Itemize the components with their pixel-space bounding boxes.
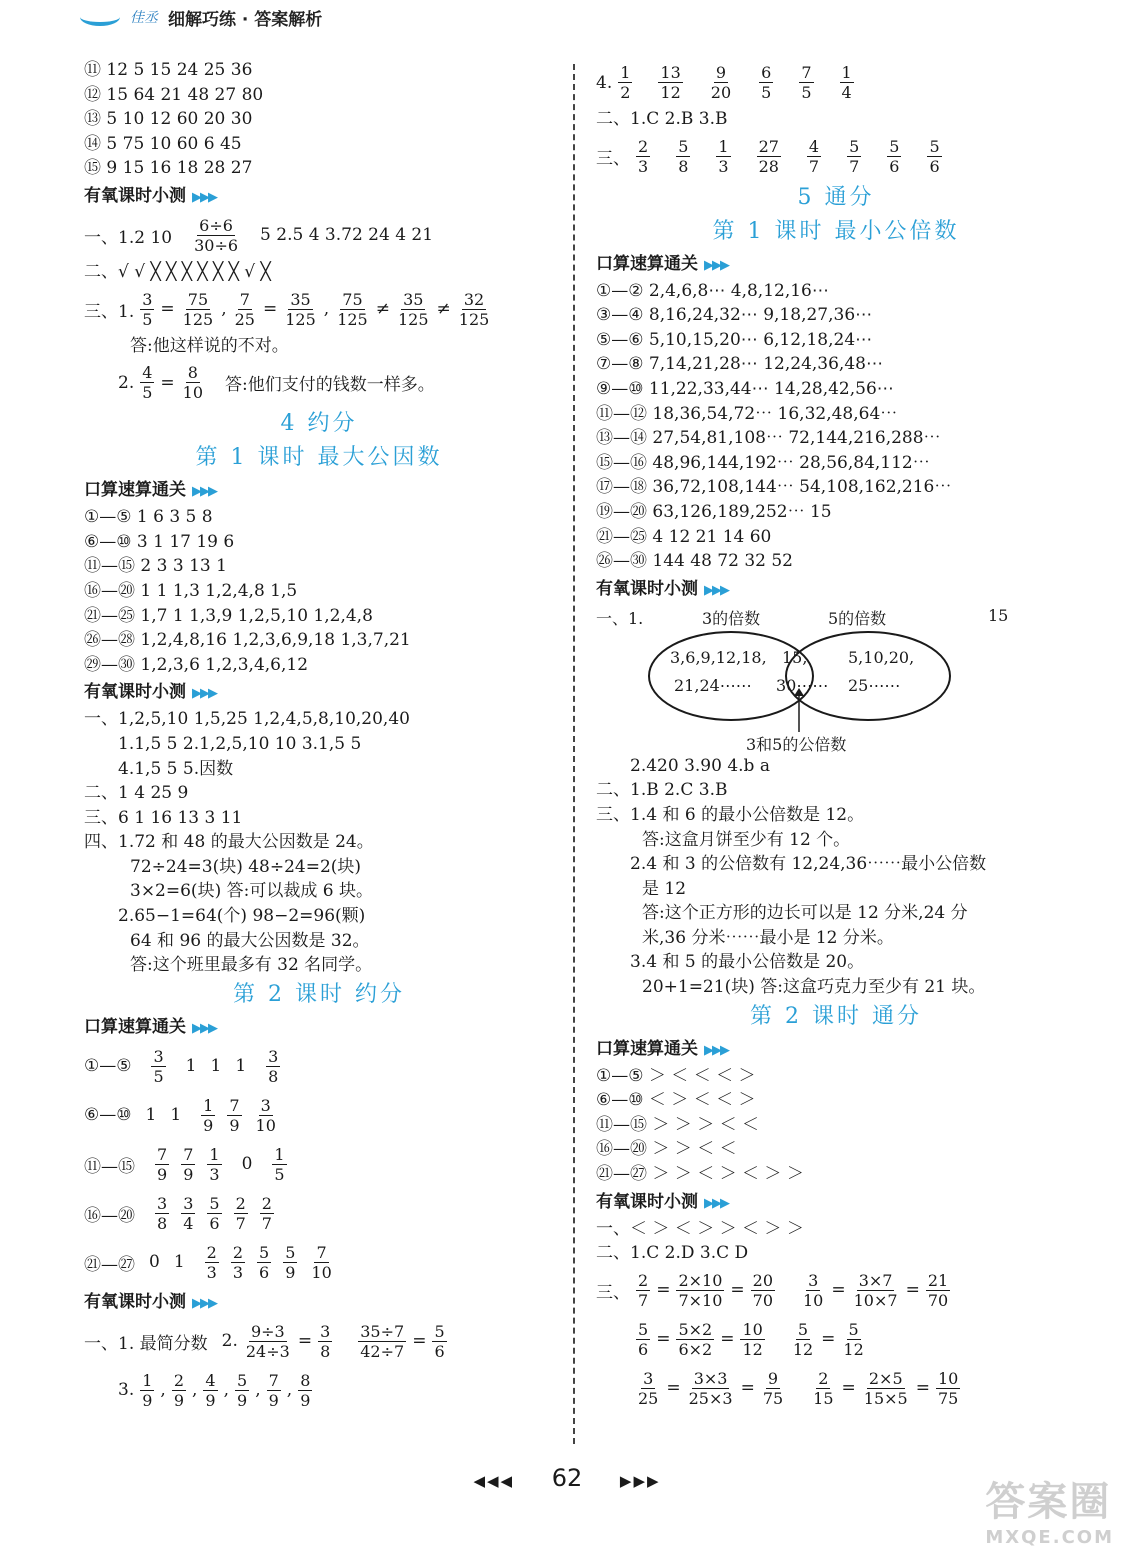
answer-line: 答:这个班里最多有 32 名同学。 [130,955,373,976]
watermark: 答案圈 MXQE.COM [985,1479,1114,1548]
answer-line: ㉑—㉕ 4 12 21 14 60 [596,526,772,547]
answer-line: 三、1.4 和 6 的最小公倍数是 12。 [596,804,865,825]
fraction-row: ㉑—㉗ 0 1 $\frac{2}{3}$ $\frac{2}{3}$ $\frac{5}{6}$ $\frac{5}{9}$ $\frac{7}{10}$ [84,1242,332,1282]
answer-line: ㉑—㉕ 1,7 1 1,3,9 1,2,5,10 1,2,4,8 [84,605,373,626]
right-column [596,58,1076,1413]
answer-line: ㉙—㉚ 1,2,3,6 1,2,3,4,6,12 [84,654,309,675]
fraction-row: ⑯—⑳ $\frac{3}{8}$ $\frac{3}{4}$ $\frac{5}{6}$ $\frac{2}{7}$ $\frac{2}{7}$ [84,1193,272,1233]
prev-arrows-icon: ◀◀◀ [473,1472,515,1490]
answer-line: 二、1.C 2.B 3.B [596,109,728,129]
fraction-row: 三、 $\frac{2}{3}$ $\frac{5}{8}$ $\frac{1}{3}$ $\frac{27}{28}$ $\frac{4}{7}$ $\frac{5}{7}$ $\frac{5}{6}$ $\frac{5}{6}$ [596,136,940,176]
arrows-icon: ▶▶▶ [192,189,216,205]
answer-line: 一、＜ ＞ ＜ ＞ ＞ ＜ ＞ ＞ [596,1218,804,1239]
answer-line: ①—⑤ 1 6 3 5 8 [84,507,213,528]
answer-line: ①—⑤ ＞ ＜ ＜ ＜ ＞ [596,1065,756,1086]
answer-line: 米,36 分米⋯⋯最小是 12 分米。 [642,927,894,948]
answer-line: 三、6 1 16 13 3 11 [84,807,243,828]
answer-line: 答:他这样说的不对。 [130,335,289,356]
section-heading: 有氧课时小测 ▶▶▶ [84,185,216,206]
section-heading: 口算速算通关 ▶▶▶ [596,1038,728,1059]
answer-line: 3×2=6(块) 答:可以裁成 6 块。 [130,881,373,902]
answer-line: 四、1.72 和 48 的最大公因数是 24。 [84,832,374,853]
answer-line: ⑬—⑭ 27,54,81,108⋯ 72,144,216,288⋯ [596,428,941,449]
arrows-icon: ▶▶▶ [192,686,216,702]
page-header [80,4,322,30]
answer-line: ⑪—⑫ 18,36,54,72⋯ 16,32,48,64⋯ [596,403,898,424]
answer-line: 答:这盒月饼至少有 12 个。 [642,829,851,850]
answer-line: ⑲—⑳ 63,126,189,252⋯ 15 [596,501,832,522]
answer-line: 一、1. 最简分数 2. $\frac{9\div 3}{24\div 3}$ = $\frac{3}{8}$ $\frac{35\div 7}{42\div 7}$ = $\frac{5}{6}$ [84,1321,445,1361]
answer-line: ⑤—⑥ 5,10,15,20⋯ 6,12,18,24⋯ [596,329,873,350]
answer-line: 64 和 96 的最大公因数是 32。 [130,930,370,951]
venn-bottom-label: 3和5的公倍数 [746,734,847,754]
answer-line: 2.420 3.90 4.b a [630,755,770,776]
venn-answer: 15 [988,605,1009,625]
answer-line: 2.65−1=64(个) 98−2=96(颗) [118,906,366,927]
answer-line: ⑦—⑧ 7,14,21,28⋯ 12,24,36,48⋯ [596,354,883,375]
answer-line: 2. $\frac{4}{5}$ = $\frac{8}{10}$ 答:他们支付的钱数一样多。 [118,363,435,403]
section-heading: 口算速算通关 ▶▶▶ [596,253,728,274]
fraction-row: $\frac{3}{25}$ = $\frac{3\times 3}{25\times 3}$ = $\frac{9}{75}$ $\frac{2}{15}$ = $\frac{2\times 5}{15\times 5}$ = $\frac{10}{75}$ [638,1368,959,1408]
column-divider [573,64,575,1444]
logo-text: 佳丞 [130,10,158,26]
arrows-icon: ▶▶▶ [192,1020,216,1036]
answer-line: ⑰—⑱ 36,72,108,144⋯ 54,108,162,216⋯ [596,477,952,498]
section-heading: 有氧课时小测 ▶▶▶ [596,1191,728,1212]
page-footer [0,1464,1134,1492]
answer-line: ⑥—⑩ ＜ ＞ ＜ ＜ ＞ [596,1090,756,1111]
answer-line: ⑯—⑳ ＞ ＞ ＜ ＜ [596,1139,737,1160]
venn-diagram: 一、1. 3的倍数 5的倍数 15 3,6,9,12,18, 21,24⋯⋯ 15, 30⋯⋯ 5,10,20, 25⋯⋯ 3和5的公倍数 [596,604,1076,754]
answer-line: 72÷24=3(块) 48÷24=2(块) [130,856,362,877]
answer-line: 二、1.B 2.C 3.B [596,780,728,801]
chapter-title: 5 通分 [797,184,875,210]
arrows-icon: ▶▶▶ [192,484,216,500]
arrows-icon: ▶▶▶ [704,1195,728,1211]
answer-line: 3.4 和 5 的最小公倍数是 20。 [630,952,865,973]
chapter-title: 4 约分 [280,411,358,437]
fraction-row: ①—⑤ $\frac{3}{5}$ 1 1 1 $\frac{3}{8}$ [84,1046,279,1086]
answer-line: ①—② 2,4,6,8⋯ 4,8,12,16⋯ [596,280,829,301]
fraction-row: 4. $\frac{1}{2}$ $\frac{13}{12}$ $\frac{9}{20}$ $\frac{6}{5}$ $\frac{7}{5}$ $\frac{1}{4}$ [596,63,852,102]
answer-line: ⑬ 5 10 12 60 20 30 [84,109,253,130]
answer-line: ⑯—⑳ 1 1 1,3 1,2,4,8 1,5 [84,580,298,601]
section-heading: 有氧课时小测 ▶▶▶ [84,1291,216,1312]
answer-line: ⑥—⑩ 3 1 17 19 6 [84,531,235,552]
answer-line: ⑮—⑯ 48,96,144,192⋯ 28,56,84,112⋯ [596,452,930,473]
answer-line: 1.1,5 5 2.1,2,5,10 10 3.1,5 5 [118,733,362,754]
logo-swoosh-icon [80,8,120,26]
section-heading: 有氧课时小测 ▶▶▶ [596,578,728,599]
fraction-row: 三、 $\frac{2}{7}$ = $\frac{2\times 10}{7\times 10}$ = $\frac{20}{70}$ $\frac{3}{10}$ = $\frac{3\times 7}{10\times 7}$ = $\frac{21}{70}$ [596,1270,949,1310]
fraction-row: $\frac{5}{6}$ = $\frac{5\times 2}{6\times 2}$ = $\frac{10}{12}$ $\frac{5}{12}$ = $\frac{5}{12}$ [638,1319,864,1359]
answer-line: ㉖—㉚ 144 48 72 32 52 [596,551,793,572]
arrows-icon: ▶▶▶ [704,582,728,598]
answer-line: ⑫ 15 64 21 48 27 80 [84,84,264,105]
answer-line: ⑪ 12 5 15 24 25 36 [84,60,253,80]
fraction-row: ⑥—⑩ 1 1 $\frac{1}{9}$ $\frac{7}{9}$ $\frac{3}{10}$ [84,1095,276,1135]
answer-line: ⑮ 9 15 16 18 28 27 [84,158,253,179]
answer-line: 一、1,2,5,10 1,5,25 1,2,4,5,8,10,20,40 [84,709,410,730]
answer-line: ⑪—⑮ ＞ ＞ ＞ ＜ ＜ [596,1114,760,1135]
answer-line: ③—④ 8,16,24,32⋯ 9,18,27,36⋯ [596,305,873,326]
answer-line: 二、1 4 25 9 [84,783,189,804]
answer-line: 三、1. $\frac{3}{5}$ = $\frac{75}{125}$ , $\frac{7}{25}$ = $\frac{35}{125}$ , $\frac{75}{125}$ ≠ $\frac{35}{125}$ ≠ $\frac{32}{125}$ [84,289,490,329]
fraction-row: ⑪—⑮ $\frac{7}{9}$ $\frac{7}{9}$ $\frac{1}{3}$ 0 $\frac{1}{5}$ [84,1144,285,1184]
answer-line: 二、1.C 2.D 3.C D [596,1243,749,1264]
arrows-icon: ▶▶▶ [192,1295,216,1311]
section-heading: 口算速算通关 ▶▶▶ [84,1016,216,1037]
section-heading: 口算速算通关 ▶▶▶ [84,480,216,501]
arrows-icon: ▶▶▶ [704,257,728,273]
next-arrows-icon: ▶▶▶ [619,1472,661,1490]
answer-line: 3. $\frac{1}{9}$ , $\frac{2}{9}$ , $\frac{4}{9}$ , $\frac{5}{9}$ , $\frac{7}{9}$ , $\frac{8}{9}$ [118,1370,311,1410]
section-heading: 有氧课时小测 ▶▶▶ [84,682,216,703]
lesson-title: 第 1 课时 最大公因数 [195,445,443,471]
answer-line: 答:这个正方形的边长可以是 12 分米,24 分 [642,903,968,924]
fraction: $\frac{6\div 6}{30\div 6}$ [194,215,239,255]
lesson-title: 第 2 课时 约分 [233,981,405,1007]
answer-line: 20+1=21(块) 答:这盒巧克力至少有 21 块。 [642,977,986,998]
page-number: 62 [551,1464,583,1492]
answer-line: 一、1.2 10 $\frac{6\div 6}{30\div 6}$ 5 2.5 4 3.72 24 4 21 [84,215,434,255]
venn-label-right: 5的倍数 [828,608,887,628]
answer-line: ⑪—⑮ 2 3 3 13 1 [84,556,227,577]
answer-line: ⑭ 5 75 10 60 6 45 [84,133,242,154]
lesson-title: 第 2 课时 通分 [750,1003,922,1029]
venn-label-left: 3的倍数 [702,608,761,628]
answer-line: ㉖—㉘ 1,2,4,8,16 1,2,3,6,9,18 1,3,7,21 [84,630,411,651]
answer-line: 是 12 [642,878,687,899]
header-title: 细解巧练 · 答案解析 [168,9,323,30]
arrows-icon: ▶▶▶ [704,1042,728,1058]
venn-prefix: 一、1. [596,608,644,628]
answer-line: ⑨—⑩ 11,22,33,44⋯ 14,28,42,56⋯ [596,378,894,399]
answer-line: 2.4 和 3 的公倍数有 12,24,36⋯⋯最小公倍数 [630,854,987,875]
left-column [84,58,554,1415]
answer-line: ㉑—㉗ ＞ ＞ ＜ ＞ ＜ ＞ ＞ [596,1164,804,1185]
answer-line: 二、√ √ ╳ ╳ ╳ ╳ ╳ ╳ √ ╳ [84,261,271,282]
lesson-title: 第 1 课时 最小公倍数 [712,218,960,244]
answer-line: 4.1,5 5 5.因数 [118,758,234,779]
